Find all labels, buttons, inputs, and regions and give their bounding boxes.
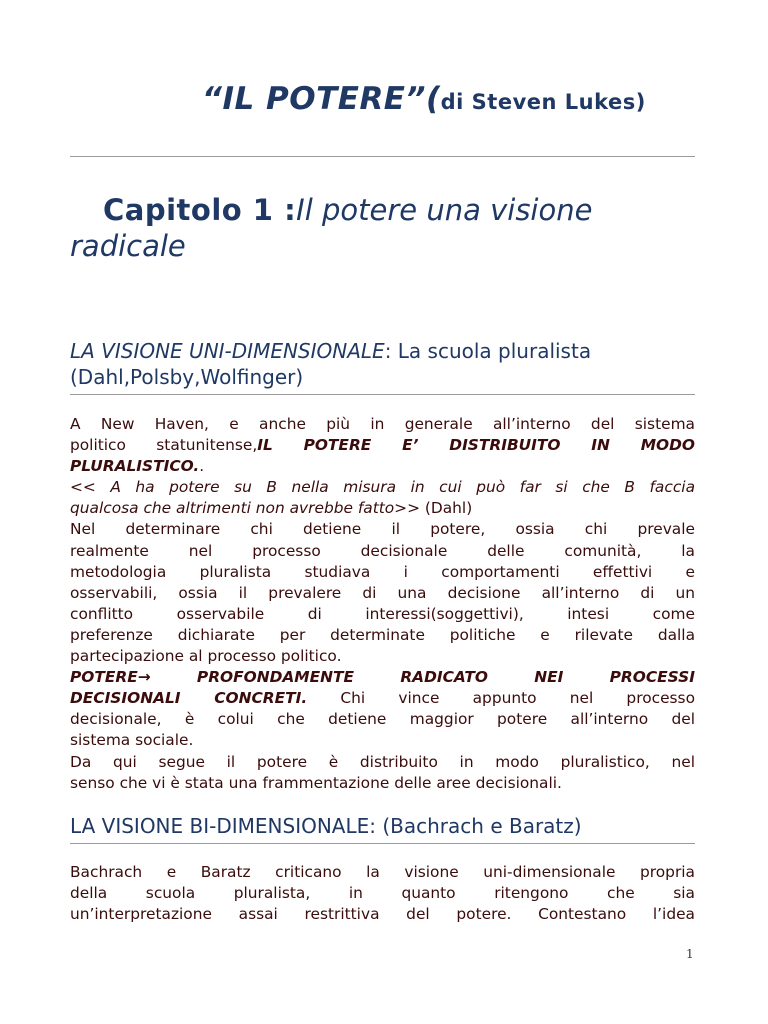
chapter-title-line2: radicale <box>70 229 186 263</box>
text-line: metodologia pluralista studiava i comportamenti effettivi e <box>70 562 695 581</box>
text-line: della scuola pluralista, in quanto ritengono che sia <box>70 884 695 903</box>
text-line: Nel determinare chi detiene il potere, ossia chi prevale <box>70 520 695 539</box>
section-heading-bi: LA VISIONE BI-DIMENSIONALE: (Bachrach e Baratz) <box>70 814 582 838</box>
text-line: Da qui segue il potere è distribuito in modo pluralistico, nel <box>70 752 695 771</box>
title-author: di Steven <box>440 90 557 114</box>
section-heading-uni-italic: LA VISIONE UNI-DIMENSIONALE <box>70 339 385 363</box>
section-heading-uni <box>70 338 695 390</box>
title-divider <box>70 156 695 157</box>
text-line: osservabili, ossia il prevalere di una decisione all’interno di un <box>70 583 695 602</box>
text-line: un’interpretazione assai restrittiva del potere. Contestano l’idea <box>70 905 695 924</box>
text-span: . <box>199 457 205 476</box>
text-line: decisionale, è colui che detiene maggior potere all’interno del <box>70 710 695 729</box>
text-line: conflitto osservabile di interessi(soggettivi), intesi come <box>70 604 695 623</box>
chapter-label: Capitolo 1 : <box>103 193 297 227</box>
page-number: 1 <box>686 947 694 961</box>
section-heading-uni-authors: (Dahl,Polsby,Wolfinger) <box>70 365 304 389</box>
emphasis-line: POTERE→ PROFONDAMENTE RADICATO NEI PROCESSI <box>70 668 695 687</box>
text-line: senso che vi è stata una frammentazione delle aree decisionali. <box>70 773 562 792</box>
document-title <box>70 81 695 118</box>
paragraph-uni <box>70 414 695 794</box>
section-divider-uni <box>70 394 695 395</box>
text-line: partecipazione al processo politico. <box>70 647 342 666</box>
paragraph-bi <box>70 862 695 925</box>
quote-line: << A ha potere su B nella misura in cui può far si che B faccia <box>70 478 695 497</box>
chapter-heading <box>70 192 695 264</box>
section-heading-uni-rest: : La scuola pluralista <box>384 339 592 363</box>
text-line <box>70 688 695 709</box>
text-span: politico statunitense, <box>70 436 258 455</box>
quote-text: qualcosa che altrimenti non avrebbe fatto>> <box>70 499 420 518</box>
text-line <box>70 456 695 477</box>
quote-line <box>70 498 695 519</box>
text-line: preferenze dichiarate per determinate politiche e rilevate dalla <box>70 625 695 644</box>
title-author-surname: Lukes) <box>564 90 646 114</box>
emphasis-statement: DECISIONALI CONCRETI. <box>70 689 308 708</box>
text-line: Bachrach e Baratz criticano la visione uni-dimensionale propria <box>70 863 695 881</box>
text-line: realmente nel processo decisionale delle comunità, la <box>70 541 695 560</box>
text-span: Chi vince appunto nel processo <box>307 689 695 708</box>
emphasis-statement: PLURALISTICO. <box>70 457 200 476</box>
text-line: A New Haven, e anche più in generale all’interno del sistema <box>70 415 695 433</box>
section-divider-bi <box>70 843 695 844</box>
quote-attribution: (Dahl) <box>419 499 473 518</box>
emphasis-statement: IL POTERE E’ DISTRIBUITO IN MODO <box>257 436 695 455</box>
text-line <box>70 435 695 456</box>
text-line: sistema sociale. <box>70 731 194 750</box>
title-main: “IL POTERE”( <box>202 81 441 117</box>
chapter-title: Il potere una visione <box>296 193 593 227</box>
